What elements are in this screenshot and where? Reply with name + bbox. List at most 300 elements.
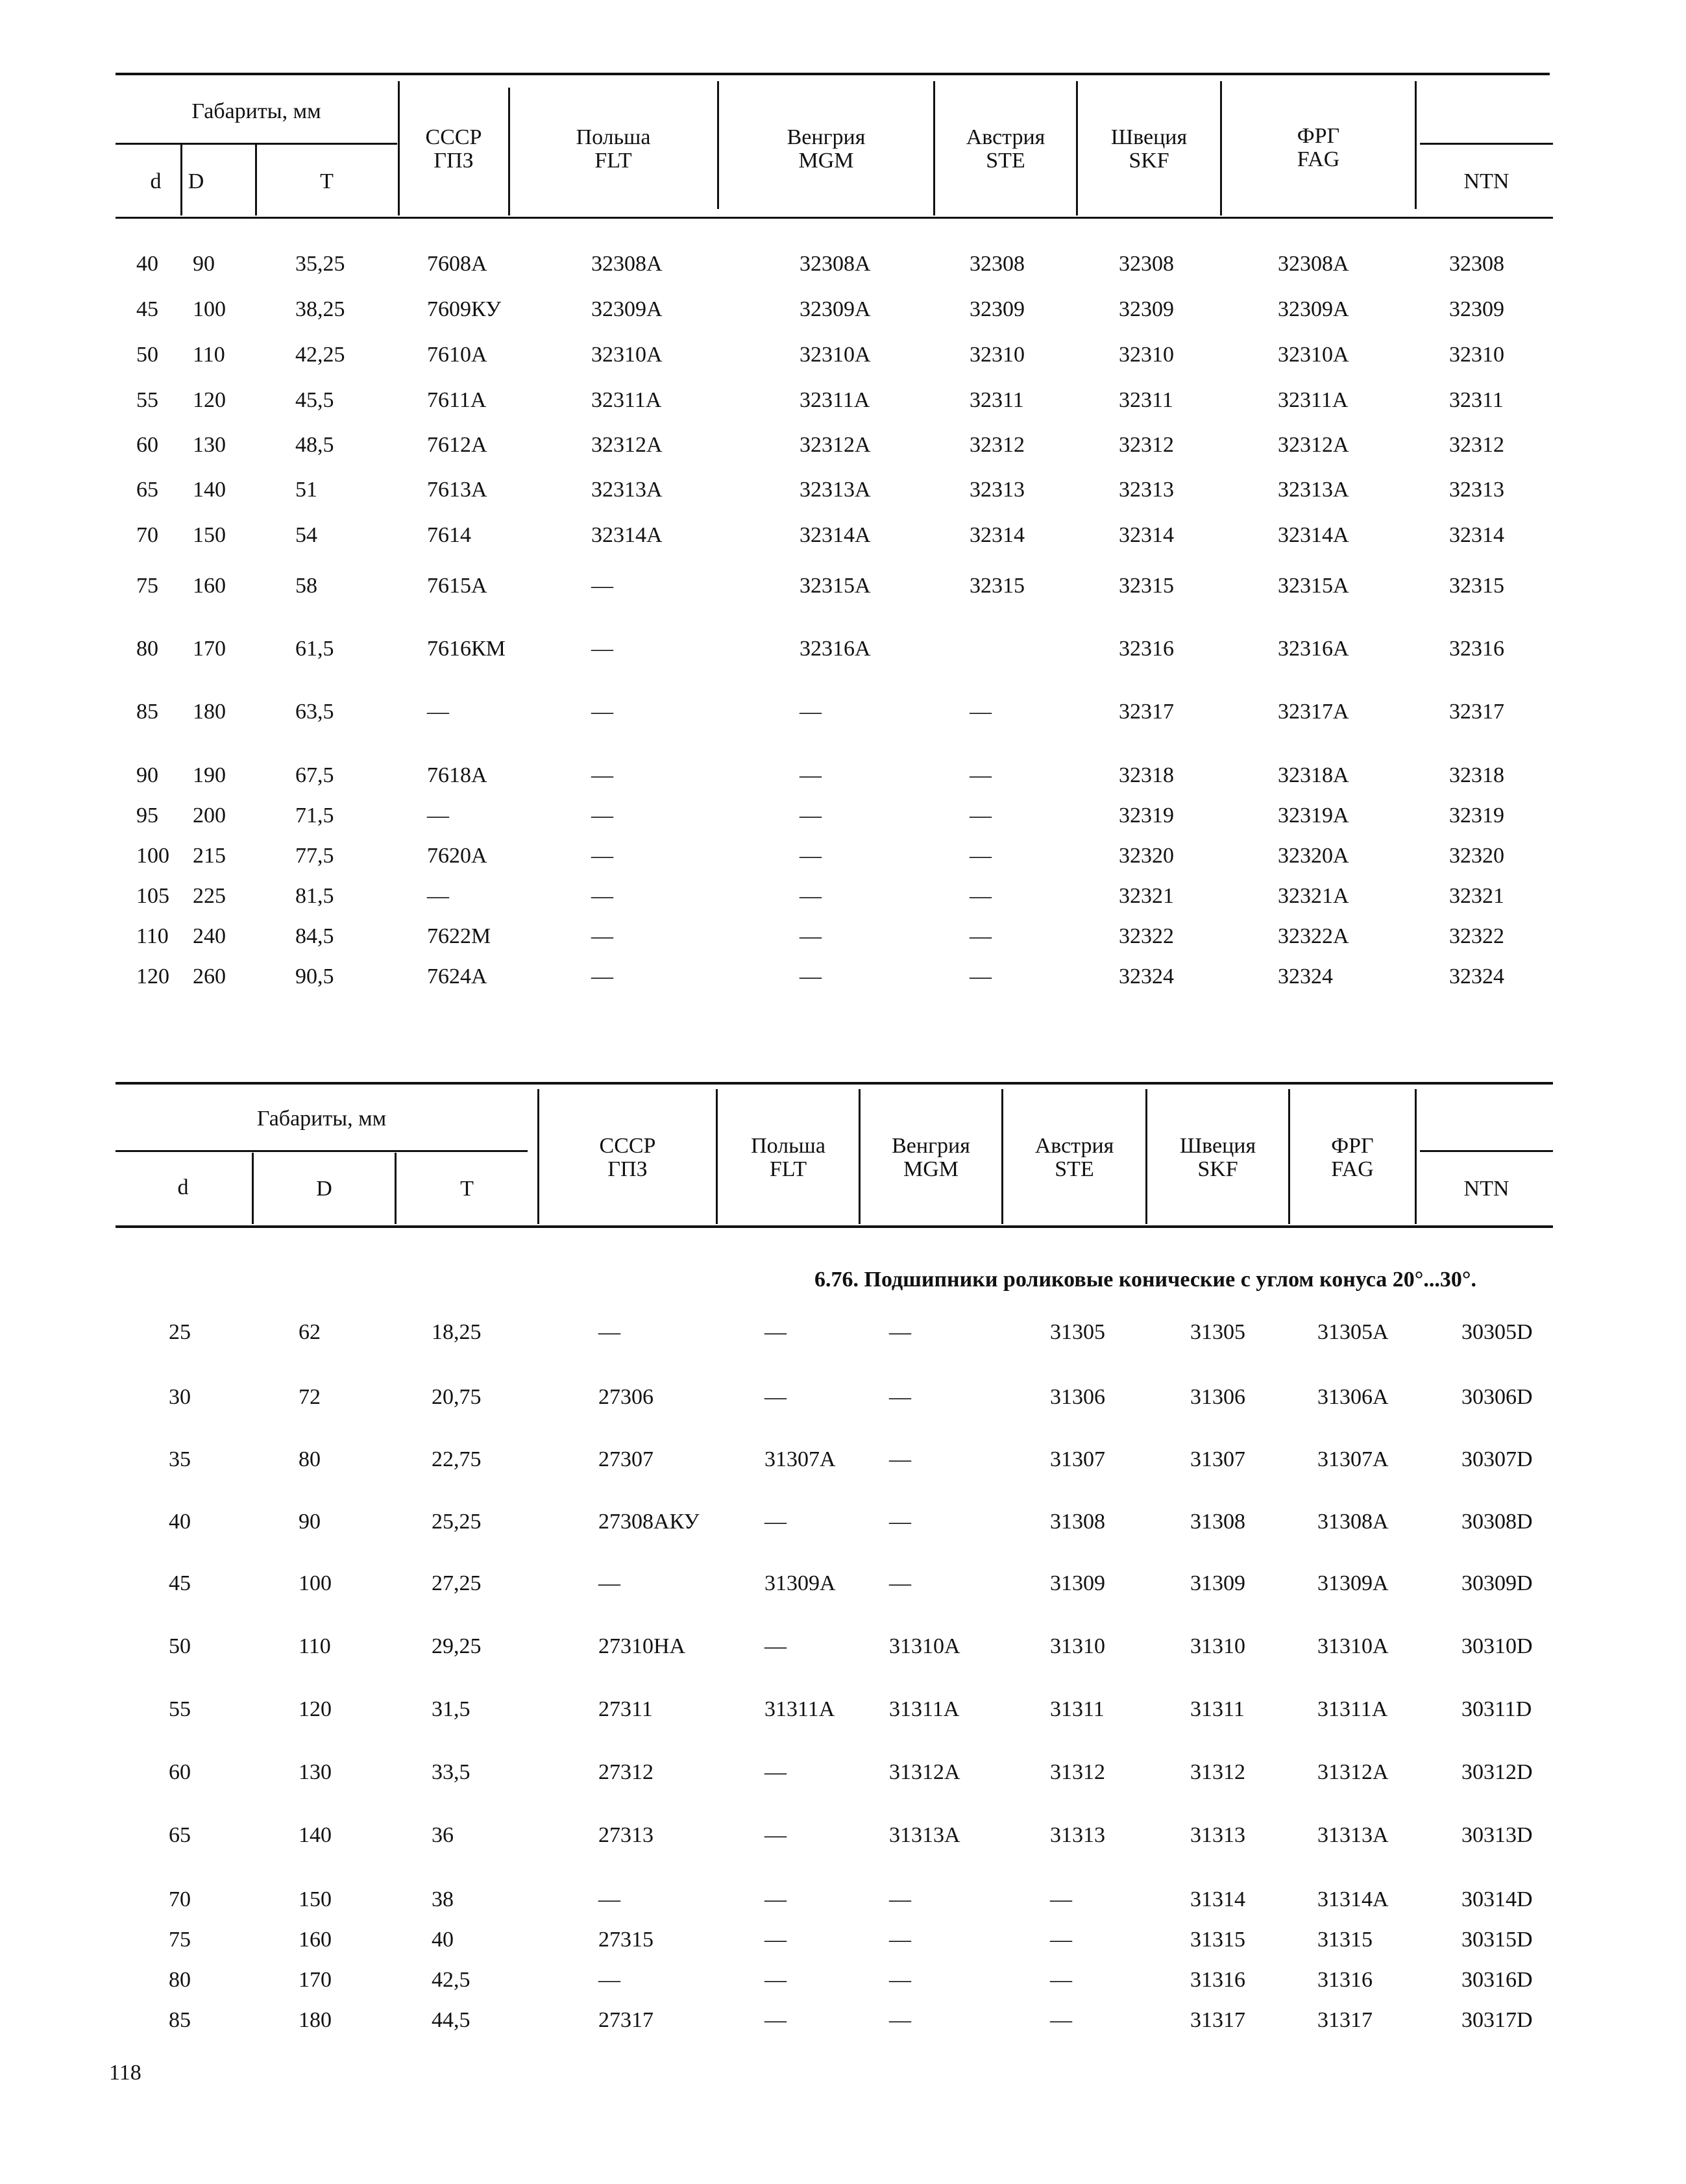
table-cell: 31313А <box>889 1823 960 1847</box>
table-cell: — <box>889 1385 911 1409</box>
table-cell: 31309 <box>1050 1571 1105 1595</box>
table-cell: 31313 <box>1190 1823 1245 1847</box>
maker-label: FAG <box>1297 147 1340 171</box>
table-cell: 27,25 <box>432 1571 482 1595</box>
maker-label: FLT <box>594 148 632 173</box>
table-cell: — <box>764 1760 787 1784</box>
table2-col-germany-header <box>1290 1135 1415 1181</box>
table-cell: 100 <box>136 844 169 868</box>
table-cell: 40 <box>136 252 158 276</box>
table-cell: — <box>591 637 613 661</box>
table-cell: 31315 <box>1190 1928 1245 1952</box>
table2-col-sweden-header <box>1147 1135 1288 1181</box>
table-cell: 42,5 <box>432 1968 470 1992</box>
table-cell: 130 <box>193 433 226 457</box>
table1-col-sweden-header <box>1078 126 1220 172</box>
table-cell: 32308 <box>1449 252 1504 276</box>
table-cell: 27311 <box>598 1697 653 1721</box>
maker-label: MGM <box>798 148 854 173</box>
table-cell: — <box>889 1928 911 1952</box>
table-cell: — <box>591 804 613 828</box>
table-cell: 30305D <box>1461 1320 1533 1344</box>
table-cell: 45,5 <box>295 388 334 412</box>
table2-col-poland-header <box>718 1135 859 1181</box>
table1-divider <box>1415 81 1417 209</box>
table-cell: 32311 <box>970 388 1024 412</box>
table-cell: — <box>889 2008 911 2032</box>
table-cell: 32320 <box>1449 844 1504 868</box>
table-cell: 31309А <box>1317 1571 1389 1595</box>
table-cell: 67,5 <box>295 763 334 787</box>
table-cell: 32312А <box>1278 433 1349 457</box>
table-cell: — <box>970 763 992 787</box>
table-cell: — <box>764 1887 787 1911</box>
table-cell: 32309 <box>970 297 1025 321</box>
table-cell: 29,25 <box>432 1634 482 1658</box>
table2-col-ntn-header: NTN <box>1463 1177 1509 1201</box>
table-cell: 30313D <box>1461 1823 1533 1847</box>
table-cell: 31311А <box>1317 1697 1388 1721</box>
maker-label: FAG <box>1331 1157 1374 1181</box>
table-cell: 7620А <box>427 844 487 868</box>
table-cell: 63,5 <box>295 700 334 724</box>
table-cell: 61,5 <box>295 637 334 661</box>
table2-top-rule <box>116 1082 1553 1085</box>
table-cell: 45 <box>136 297 158 321</box>
table-cell: 42,25 <box>295 343 345 367</box>
table1-dims-title: Габариты, мм <box>191 99 321 123</box>
table2-header-bottom-rule <box>116 1225 1553 1228</box>
table2-ntn-subrule <box>1420 1150 1553 1152</box>
table-cell: — <box>970 964 992 988</box>
table-cell: 90 <box>136 763 158 787</box>
table-cell: 30310D <box>1461 1634 1533 1658</box>
table-cell: 31308 <box>1190 1510 1245 1534</box>
table-cell: 60 <box>136 433 158 457</box>
table-cell: 200 <box>193 804 226 828</box>
table2-col-d-header: d <box>177 1175 189 1199</box>
table-cell: 31306 <box>1050 1385 1105 1409</box>
table-cell: 31311 <box>1190 1697 1245 1721</box>
table-cell: 32315 <box>1449 574 1504 598</box>
table-cell: — <box>800 763 822 787</box>
table-cell: 32317 <box>1119 700 1174 724</box>
table-cell: 32316 <box>1449 637 1504 661</box>
table-cell: 32309 <box>1119 297 1174 321</box>
table-cell: 32314 <box>1119 523 1174 547</box>
table-cell: — <box>970 804 992 828</box>
table-cell: 45 <box>169 1571 191 1595</box>
table-cell: 32314А <box>1278 523 1349 547</box>
maker-label: ГПЗ <box>434 148 474 173</box>
table-cell: 32310 <box>970 343 1025 367</box>
table-cell: 32308А <box>800 252 871 276</box>
table-cell: 31310 <box>1190 1634 1245 1658</box>
table-cell: 32313А <box>1278 478 1349 502</box>
table-cell: 32308А <box>1278 252 1349 276</box>
table-cell: 32312 <box>1119 433 1174 457</box>
table-cell: 32311А <box>1278 388 1349 412</box>
maker-label: FLT <box>769 1157 807 1181</box>
table-cell: 75 <box>136 574 158 598</box>
table-cell: — <box>1050 1968 1072 1992</box>
table1-col-ussr-header <box>400 126 507 172</box>
table-cell: 80 <box>299 1447 321 1471</box>
table-cell: 31312 <box>1050 1760 1105 1784</box>
maker-label: MGM <box>903 1157 959 1181</box>
table-cell: 27313 <box>598 1823 654 1847</box>
table-cell: — <box>591 924 613 948</box>
table-cell: — <box>800 804 822 828</box>
country-label: Австрия <box>1034 1134 1114 1158</box>
table-cell: 32322 <box>1449 924 1504 948</box>
table-cell: 31312 <box>1190 1760 1245 1784</box>
table-cell: 31313А <box>1317 1823 1389 1847</box>
table-cell: 27307 <box>598 1447 654 1471</box>
table-cell: 7611А <box>427 388 487 412</box>
table-cell: 31311А <box>889 1697 960 1721</box>
table-cell: 27308АКУ <box>598 1510 700 1534</box>
table-cell: 7608А <box>427 252 487 276</box>
table-cell: 31306А <box>1317 1385 1389 1409</box>
table-cell: 90,5 <box>295 964 334 988</box>
table-caption: 6.76. Подшипники роликовые конические с углом конуса 20°...30°. <box>814 1268 1476 1292</box>
table-cell: 140 <box>193 478 226 502</box>
maker-label: ГПЗ <box>607 1157 648 1181</box>
table2-col-hungary-header <box>861 1135 1001 1181</box>
maker-label: SKF <box>1129 148 1169 173</box>
table-cell: — <box>591 844 613 868</box>
table-cell: 32311 <box>1119 388 1173 412</box>
country-label: ФРГ <box>1331 1134 1374 1158</box>
table-cell: 30317D <box>1461 2008 1533 2032</box>
table-cell: 31305 <box>1050 1320 1105 1344</box>
table-cell: 7616КМ <box>427 637 506 661</box>
table-cell: — <box>427 700 449 724</box>
table-cell: 32321А <box>1278 884 1349 908</box>
table-cell: — <box>970 844 992 868</box>
table-cell: 160 <box>299 1928 332 1952</box>
country-label: Швеция <box>1179 1134 1256 1158</box>
table-cell: 32309А <box>800 297 871 321</box>
table-cell: 110 <box>299 1634 331 1658</box>
table-cell: 150 <box>299 1887 332 1911</box>
table-cell: 30316D <box>1461 1968 1533 1992</box>
table-cell: 31311А <box>764 1697 835 1721</box>
table-cell: 25 <box>169 1320 191 1344</box>
table-cell: 32308А <box>591 252 663 276</box>
table-cell: 75 <box>169 1928 191 1952</box>
table-cell: 60 <box>169 1760 191 1784</box>
table-cell: 31311 <box>1050 1697 1105 1721</box>
table-cell: 180 <box>299 2008 332 2032</box>
table1-divider <box>180 144 182 215</box>
table-cell: 100 <box>299 1571 332 1595</box>
table-cell: — <box>800 700 822 724</box>
table-cell: 50 <box>169 1634 191 1658</box>
table-cell: 150 <box>193 523 226 547</box>
table-cell: 38,25 <box>295 297 345 321</box>
table-cell: 32312 <box>970 433 1025 457</box>
table-cell: 32311А <box>591 388 662 412</box>
table-cell: 30308D <box>1461 1510 1533 1534</box>
table-cell: 30312D <box>1461 1760 1533 1784</box>
table-cell: — <box>800 844 822 868</box>
table-cell: — <box>764 1823 787 1847</box>
table-cell: 36 <box>432 1823 454 1847</box>
table-cell: 32313 <box>1119 478 1174 502</box>
table-cell: 31307 <box>1050 1447 1105 1471</box>
table-cell: 55 <box>136 388 158 412</box>
table-cell: 240 <box>193 924 226 948</box>
table-cell: 32313 <box>970 478 1025 502</box>
table2-col-austria-header <box>1003 1135 1145 1181</box>
table2-col-D-header: D <box>316 1177 332 1201</box>
table-cell: 51 <box>295 478 317 502</box>
table-cell: — <box>889 1510 911 1534</box>
table-cell: 31305А <box>1317 1320 1389 1344</box>
table-cell: 31305 <box>1190 1320 1245 1344</box>
table-cell: 31314А <box>1317 1887 1389 1911</box>
table-cell: — <box>598 1887 620 1911</box>
table1-col-hungary-header <box>719 126 933 172</box>
table1-header-bottom-rule <box>116 217 1553 219</box>
table-cell: 70 <box>136 523 158 547</box>
table-cell: 30311D <box>1461 1697 1532 1721</box>
table-cell: 140 <box>299 1823 332 1847</box>
table-cell: 30309D <box>1461 1571 1533 1595</box>
table-cell: 32322А <box>1278 924 1349 948</box>
table-cell: 32308 <box>1119 252 1174 276</box>
table-cell: 7624А <box>427 964 487 988</box>
table-cell: 31310 <box>1050 1634 1105 1658</box>
table-cell: 31307 <box>1190 1447 1245 1471</box>
country-label: Австрия <box>966 125 1045 149</box>
table-cell: 32316 <box>1119 637 1174 661</box>
table-cell: 31316 <box>1317 1968 1373 1992</box>
table-cell: 7609КУ <box>427 297 502 321</box>
table-cell: 33,5 <box>432 1760 470 1784</box>
table-cell: 31308А <box>1317 1510 1389 1534</box>
table-cell: — <box>889 1887 911 1911</box>
table-cell: 32309А <box>1278 297 1349 321</box>
table-cell: — <box>970 884 992 908</box>
table-cell: 110 <box>136 924 169 948</box>
table-cell: 31317 <box>1190 2008 1245 2032</box>
table-cell: 90 <box>193 252 215 276</box>
table-cell: — <box>598 1320 620 1344</box>
table-cell: 130 <box>299 1760 332 1784</box>
table-cell: — <box>598 1571 620 1595</box>
table-cell: 32321 <box>1119 884 1174 908</box>
table-cell: 120 <box>136 964 169 988</box>
table-cell: — <box>427 804 449 828</box>
table-cell: — <box>1050 2008 1072 2032</box>
table-cell: 77,5 <box>295 844 334 868</box>
table-cell: 31317 <box>1317 2008 1373 2032</box>
table-cell: 32308 <box>970 252 1025 276</box>
country-label: Польша <box>751 1134 825 1158</box>
table-cell: 32324 <box>1119 964 1174 988</box>
table-cell: — <box>427 884 449 908</box>
table-cell: 31310А <box>1317 1634 1389 1658</box>
country-label: Венгрия <box>787 125 866 149</box>
table-cell: 70 <box>169 1887 191 1911</box>
table-cell: 65 <box>169 1823 191 1847</box>
table-cell: 225 <box>193 884 226 908</box>
table-cell: 32319 <box>1119 804 1174 828</box>
table-cell: 30306D <box>1461 1385 1533 1409</box>
table-cell: 7613А <box>427 478 487 502</box>
table-cell: 85 <box>136 700 158 724</box>
table-cell: 27306 <box>598 1385 654 1409</box>
table-cell: 110 <box>193 343 225 367</box>
table-cell: 120 <box>299 1697 332 1721</box>
table-cell: 31309А <box>764 1571 836 1595</box>
table-cell: 32311А <box>800 388 870 412</box>
table-cell: 105 <box>136 884 169 908</box>
table2-divider <box>1415 1089 1417 1224</box>
table-cell: 32320 <box>1119 844 1174 868</box>
table-cell: 27315 <box>598 1928 654 1952</box>
country-label: СССР <box>599 1134 656 1158</box>
table-cell: — <box>764 1385 787 1409</box>
table-cell: 30314D <box>1461 1887 1533 1911</box>
table-cell: 32314А <box>591 523 663 547</box>
table-cell: — <box>591 763 613 787</box>
table-cell: 27317 <box>598 2008 654 2032</box>
table-cell: 7622М <box>427 924 491 948</box>
table-cell: 32318А <box>1278 763 1349 787</box>
table1-col-austria-header <box>935 126 1076 172</box>
table-cell: 31310А <box>889 1634 960 1658</box>
table-cell: 32319А <box>1278 804 1349 828</box>
table-cell: 31307А <box>1317 1447 1389 1471</box>
table-cell: — <box>591 574 613 598</box>
table-cell: 31309 <box>1190 1571 1245 1595</box>
table-cell: 31,5 <box>432 1697 470 1721</box>
table-cell: 32315 <box>970 574 1025 598</box>
table-cell: 30307D <box>1461 1447 1533 1471</box>
table-cell: 31313 <box>1050 1823 1105 1847</box>
table-cell: 32310А <box>800 343 871 367</box>
table-cell: 71,5 <box>295 804 334 828</box>
table-cell: — <box>598 1968 620 1992</box>
table-cell: 62 <box>299 1320 321 1344</box>
table-cell: 18,25 <box>432 1320 482 1344</box>
table-cell: 35,25 <box>295 252 345 276</box>
table-cell: 54 <box>295 523 317 547</box>
table1-col-ntn-header: NTN <box>1463 169 1509 193</box>
table-cell: 31307А <box>764 1447 836 1471</box>
table-cell: 120 <box>193 388 226 412</box>
table-cell: 25,25 <box>432 1510 482 1534</box>
maker-label: STE <box>986 148 1025 173</box>
table-cell: 32317 <box>1449 700 1504 724</box>
table-cell: 32319 <box>1449 804 1504 828</box>
table-cell: 7615А <box>427 574 487 598</box>
table-cell: 32315 <box>1119 574 1174 598</box>
table-cell: 90 <box>299 1510 321 1534</box>
table1-col-D-header: D <box>188 169 204 193</box>
table-cell: — <box>764 1928 787 1952</box>
table-cell: 32309 <box>1449 297 1504 321</box>
table-cell: 215 <box>193 844 226 868</box>
table-cell: 22,75 <box>432 1447 482 1471</box>
table-cell: 7612А <box>427 433 487 457</box>
table-cell: — <box>800 964 822 988</box>
table-cell: 50 <box>136 343 158 367</box>
table-cell: 32313А <box>800 478 871 502</box>
table-cell: 38 <box>432 1887 454 1911</box>
table-cell: 35 <box>169 1447 191 1471</box>
table1-col-germany-header <box>1222 125 1415 171</box>
country-label: СССР <box>425 125 482 149</box>
table-cell: 65 <box>136 478 158 502</box>
table-cell: — <box>1050 1928 1072 1952</box>
table-cell: 32322 <box>1119 924 1174 948</box>
table-cell: 31315 <box>1317 1928 1373 1952</box>
table1-col-d-header: d <box>150 169 162 193</box>
table-cell: 7614 <box>427 523 471 547</box>
table-cell: 44,5 <box>432 2008 470 2032</box>
table-cell: — <box>800 884 822 908</box>
table-cell: 95 <box>136 804 158 828</box>
table2-col-ussr-header <box>539 1135 716 1181</box>
table-cell: 58 <box>295 574 317 598</box>
table-cell: 31306 <box>1190 1385 1245 1409</box>
table-cell: 32316А <box>800 637 871 661</box>
table-cell: 31312А <box>1317 1760 1389 1784</box>
table-cell: — <box>764 2008 787 2032</box>
table-cell: — <box>970 700 992 724</box>
table2-dims-subrule <box>116 1150 528 1152</box>
table2-col-T-header: T <box>460 1177 474 1201</box>
table-cell: 180 <box>193 700 226 724</box>
table-cell: 32316А <box>1278 637 1349 661</box>
table-cell: — <box>591 884 613 908</box>
maker-label: SKF <box>1197 1157 1238 1181</box>
table-cell: — <box>889 1571 911 1595</box>
table-cell: 32312 <box>1449 433 1504 457</box>
table-cell: — <box>970 924 992 948</box>
table-cell: — <box>591 964 613 988</box>
table-cell: 32309А <box>591 297 663 321</box>
table-cell: — <box>764 1634 787 1658</box>
table-cell: 32317А <box>1278 700 1349 724</box>
page-number: 118 <box>109 2061 141 2085</box>
table-cell: 32315А <box>1278 574 1349 598</box>
table-cell: 32313А <box>591 478 663 502</box>
table-cell: 27310НА <box>598 1634 686 1658</box>
table-cell: 100 <box>193 297 226 321</box>
table-cell: 32321 <box>1449 884 1504 908</box>
table-cell: — <box>764 1320 787 1344</box>
table-cell: 31316 <box>1190 1968 1245 1992</box>
table-cell: 7618А <box>427 763 487 787</box>
table-cell: — <box>800 924 822 948</box>
country-label: Польша <box>576 125 651 149</box>
table-cell: 32320А <box>1278 844 1349 868</box>
table-cell: 32310А <box>1278 343 1349 367</box>
table-cell: 80 <box>169 1968 191 1992</box>
table-cell: 260 <box>193 964 226 988</box>
table-cell: 31308 <box>1050 1510 1105 1534</box>
table1-col-poland-header <box>510 126 716 172</box>
table-cell: 80 <box>136 637 158 661</box>
table-cell: 85 <box>169 2008 191 2032</box>
table-cell: 160 <box>193 574 226 598</box>
